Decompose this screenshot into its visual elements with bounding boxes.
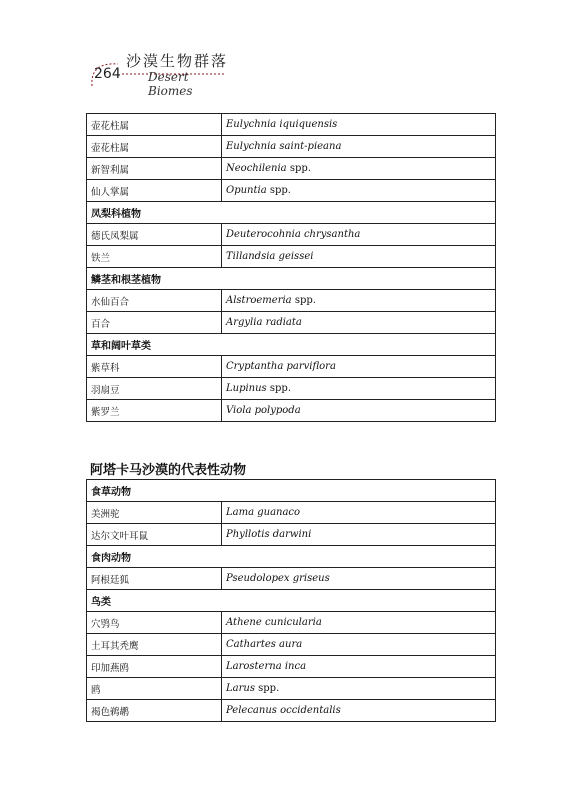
table-row: [87, 634, 496, 656]
section-label: 鸟类: [87, 590, 496, 612]
latin-name: Athene cunicularia: [226, 617, 322, 628]
chinese-name-cell: 土耳其秃鹰: [87, 634, 222, 656]
latin-name-cell: [222, 656, 496, 678]
table-row: [87, 612, 496, 634]
latin-name: Alstroemeria: [226, 295, 292, 306]
table-row: [87, 524, 496, 546]
latin-name: Tillandsia geissei: [226, 251, 314, 262]
species-suffix: spp.: [266, 185, 291, 196]
table-row: [87, 114, 496, 136]
latin-name-cell: [222, 678, 496, 700]
chinese-name-cell: 德氏凤梨属: [87, 224, 222, 246]
chinese-name-cell: 紫草科: [87, 356, 222, 378]
table-row: [87, 246, 496, 268]
latin-name-cell: [222, 568, 496, 590]
latin-name-cell: [222, 356, 496, 378]
latin-name-cell: [222, 246, 496, 268]
plants-table: [86, 113, 496, 422]
section-row: [87, 590, 496, 612]
latin-name: Pseudolopex griseus: [226, 573, 330, 584]
latin-name-cell: [222, 612, 496, 634]
section-title: 阿塔卡马沙漠的代表性动物: [90, 463, 247, 478]
latin-name: Lupinus: [226, 383, 267, 394]
section-label: 草和阔叶草类: [87, 334, 496, 356]
table-row: [87, 568, 496, 590]
latin-name-cell: [222, 400, 496, 422]
chinese-name-cell: 百合: [87, 312, 222, 334]
latin-name: Eulychnia saint-pieana: [226, 141, 342, 152]
table-row: [87, 400, 496, 422]
chinese-name-cell: 水仙百合: [87, 290, 222, 312]
latin-name: Pelecanus occidentalis: [226, 705, 341, 716]
latin-name-cell: [222, 634, 496, 656]
latin-name: Larosterna inca: [226, 661, 307, 672]
latin-name: Neochilenia: [226, 163, 287, 174]
latin-name-cell: [222, 378, 496, 400]
chinese-name-cell: 壶花柱属: [87, 114, 222, 136]
latin-name: Eulychnia iquiquensis: [226, 119, 338, 130]
chinese-name-cell: 印加燕鸥: [87, 656, 222, 678]
section-label: 鳞茎和根茎植物: [87, 268, 496, 290]
chinese-name-cell: 壶花柱属: [87, 136, 222, 158]
latin-name-cell: [222, 312, 496, 334]
chinese-name-cell: 美洲驼: [87, 502, 222, 524]
section-row: [87, 268, 496, 290]
section-row: [87, 202, 496, 224]
table-row: [87, 678, 496, 700]
latin-name: Argylia radiata: [226, 317, 302, 328]
section-label: 凤梨科植物: [87, 202, 496, 224]
header-title: 沙漠生物群落: [126, 52, 229, 70]
table-row: [87, 356, 496, 378]
table-row: [87, 290, 496, 312]
latin-name: Deuterocohnia chrysantha: [226, 229, 361, 240]
latin-name: Opuntia: [226, 185, 267, 196]
latin-name-cell: [222, 114, 496, 136]
table-row: [87, 224, 496, 246]
animals-table: [86, 479, 496, 722]
chinese-name-cell: 达尔文叶耳鼠: [87, 524, 222, 546]
chinese-name-cell: 穴鸮鸟: [87, 612, 222, 634]
running-header: [88, 48, 229, 98]
latin-name-cell: [222, 180, 496, 202]
section-label: 食草动物: [87, 480, 496, 502]
table-row: [87, 312, 496, 334]
latin-name: Viola polypoda: [226, 405, 301, 416]
table-row: [87, 502, 496, 524]
table-row: [87, 136, 496, 158]
species-suffix: spp.: [291, 295, 316, 306]
header-subtitle: Desert Biomes: [148, 70, 193, 98]
latin-name-cell: [222, 524, 496, 546]
latin-name: Cathartes aura: [226, 639, 303, 650]
table-row: [87, 700, 496, 722]
section-row: [87, 546, 496, 568]
latin-name: Lama guanaco: [226, 507, 301, 518]
table-row: [87, 656, 496, 678]
species-suffix: spp.: [254, 683, 280, 694]
table-row: [87, 378, 496, 400]
section-label: 食肉动物: [87, 546, 496, 568]
table-row: [87, 158, 496, 180]
chinese-name-cell: 褐色鹈鹕: [87, 700, 222, 722]
page-number: 264: [94, 66, 121, 82]
latin-name-cell: [222, 502, 496, 524]
chinese-name-cell: 阿根廷狐: [87, 568, 222, 590]
species-suffix: spp.: [266, 383, 291, 394]
latin-name-cell: [222, 700, 496, 722]
chinese-name-cell: 新智利属: [87, 158, 222, 180]
section-row: [87, 480, 496, 502]
chinese-name-cell: 鸥: [87, 678, 222, 700]
latin-name-cell: [222, 136, 496, 158]
chinese-name-cell: 仙人掌属: [87, 180, 222, 202]
latin-name-cell: [222, 290, 496, 312]
chinese-name-cell: 紫罗兰: [87, 400, 222, 422]
chinese-name-cell: 铁兰: [87, 246, 222, 268]
table-row: [87, 180, 496, 202]
chinese-name-cell: 羽扇豆: [87, 378, 222, 400]
species-suffix: spp.: [286, 163, 311, 174]
latin-name-cell: [222, 158, 496, 180]
latin-name-cell: [222, 224, 496, 246]
latin-name: Cryptantha parviflora: [226, 361, 336, 372]
latin-name: Larus: [226, 683, 255, 694]
latin-name: Phyllotis darwini: [226, 529, 312, 540]
section-row: [87, 334, 496, 356]
